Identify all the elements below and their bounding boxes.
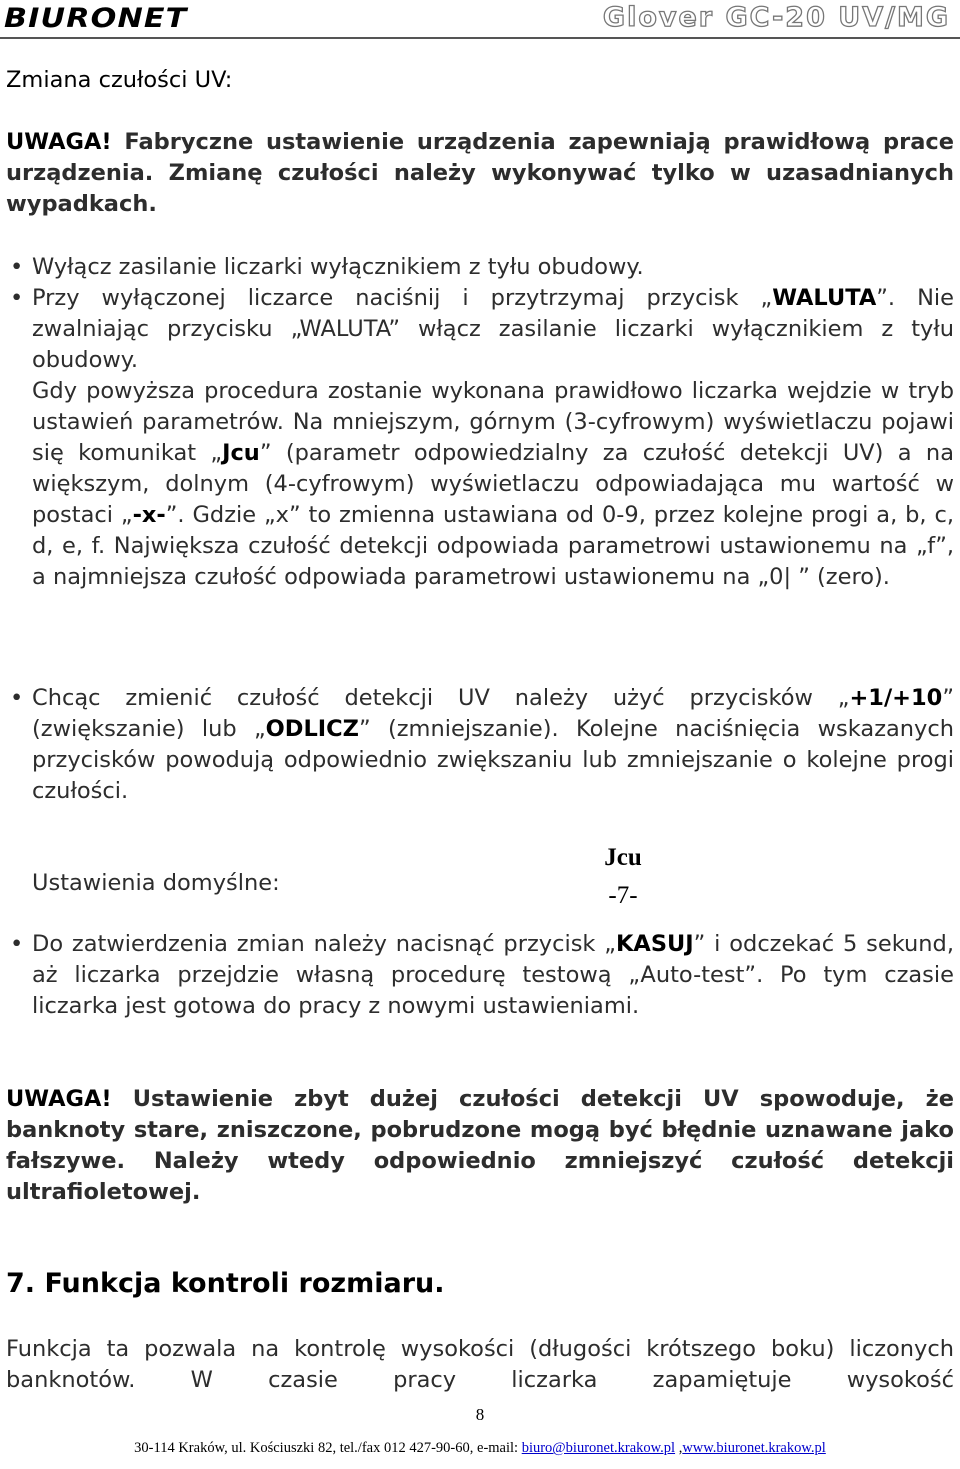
warning-2	[6, 1084, 954, 1208]
step-1	[6, 252, 954, 283]
warning-1-text: Fabryczne ustawienie urządzenia zapewniają prawidłową prace urządzenia. Zmianę czułości należy wykonywać tylko w uzasadnianych wypadkach.	[6, 129, 954, 217]
footer-address: 30-114 Kraków, ul. Kościuszki 82, tel./fax 012 427-90-60, e-mail:	[134, 1440, 522, 1456]
step-4	[6, 929, 954, 1022]
section-title: Zmiana czułości UV:	[6, 67, 233, 93]
step-2-text-b: ”. Nie zwalniając przycisku „WALUTA” włącz zasilanie liczarki wyłącznikiem z tyłu obudowy.	[32, 285, 954, 373]
warning-1-label: UWAGA!	[6, 129, 112, 155]
step-4-text-b: ” i odczekać 5 sekund, aż liczarka przejdzie własną procedurę testową „Auto-test”. Po tym czasie liczarka jest gotowa do pracy z nowymi ustawieniami.	[32, 931, 954, 1019]
defaults-label: Ustawienia domyślne:	[32, 870, 280, 896]
warning-1	[6, 127, 954, 220]
section-7-title: 7. Funkcja kontroli rozmiaru.	[6, 1268, 445, 1299]
step-2-text-d: ” (parametr odpowiedzialny za czułość detekcji UV) a na większym, dolnym (4-cyfrowym) wyświetlaczu odpowiadająca mu wartość w postaci „	[32, 440, 954, 528]
jcu-parameter: Jcu	[222, 440, 260, 466]
default-display-top: Jcu	[604, 844, 642, 871]
step-4-text-a: Do zatwierdzenia zmian należy nacisnąć przycisk „	[32, 931, 616, 957]
step-3-text-c: ” (zmniejszanie). Kolejne naciśnięcia wskazanych przycisków powodują odpowiednio zwiększaniu lub zmniejszanie o kolejne progi czułości.	[32, 716, 954, 804]
default-display-bottom: -7-	[608, 882, 638, 909]
step-3-text-a: Chcąc zmienić czułość detekcji UV należy użyć przycisków „	[32, 685, 850, 711]
step-2-text-a: Przy wyłączonej liczarce naciśnij i przytrzymaj przycisk „	[32, 285, 773, 311]
waluta-button-label: WALUTA	[772, 285, 877, 311]
warning-2-label: UWAGA!	[6, 1086, 112, 1112]
plus-button-label: +1/+10	[849, 685, 943, 711]
bullet-icon: •	[10, 685, 24, 711]
step-2	[6, 283, 954, 593]
page-number: 8	[475, 1405, 485, 1424]
step-3	[6, 683, 954, 807]
website-link[interactable]: www.biuronet.krakow.pl	[682, 1440, 826, 1456]
bullet-icon: •	[10, 254, 24, 280]
kasuj-button-label: KASUJ	[615, 931, 694, 957]
page-header	[0, 0, 960, 38]
company-logo: BIURONET	[4, 3, 188, 34]
bullet-icon: •	[10, 285, 24, 311]
step-2-text-e: ”. Gdzie „x” to zmienna ustawiana od 0-9, przez kolejne progi a, b, c, d, e, f. Największa czułość detekcji odpowiada parametrowi ustawionemu na „f”, a najmniejsza czułość odpowiada parametrowi ustawionemu na „0| ” (zero).	[32, 502, 954, 590]
header-divider	[0, 37, 960, 39]
step-1-text: Wyłącz zasilanie liczarki wyłącznikiem z tyłu obudowy.	[32, 254, 644, 280]
warning-2-text: Ustawienie zbyt dużej czułości detekcji UV spowoduje, że banknoty stare, zniszczone, pobrudzone mogą być błędnie uznawane jako fałszywe. Należy wtedy odpowiednio zmniejszyć czułość detekcji ultrafioletowej.	[6, 1086, 954, 1205]
page-footer	[0, 1440, 960, 1457]
odlicz-button-label: ODLICZ	[265, 716, 359, 742]
model-title: Glover GC-20 UV/MG	[602, 2, 950, 33]
footer-separator: ,	[675, 1440, 683, 1456]
value-format: -x-	[132, 502, 166, 528]
bullet-icon: •	[10, 931, 24, 957]
step-3-text-b: ” (zwiększanie) lub „	[32, 685, 954, 742]
step-2-text-c: Gdy powyższa procedura zostanie wykonana prawidłowo liczarka wejdzie w tryb ustawień parametrów. Na mniejszym, górnym (3-cyfrowym) wyświetlaczu pojawi się komunikat „	[32, 378, 954, 466]
section-7-text: Funkcja ta pozwala na kontrolę wysokości (długości krótszego boku) liczonych banknotów. W czasie pracy liczarka zapamiętuje wysokość	[6, 1336, 954, 1393]
email-link[interactable]: biuro@biuronet.krakow.pl	[521, 1440, 676, 1456]
